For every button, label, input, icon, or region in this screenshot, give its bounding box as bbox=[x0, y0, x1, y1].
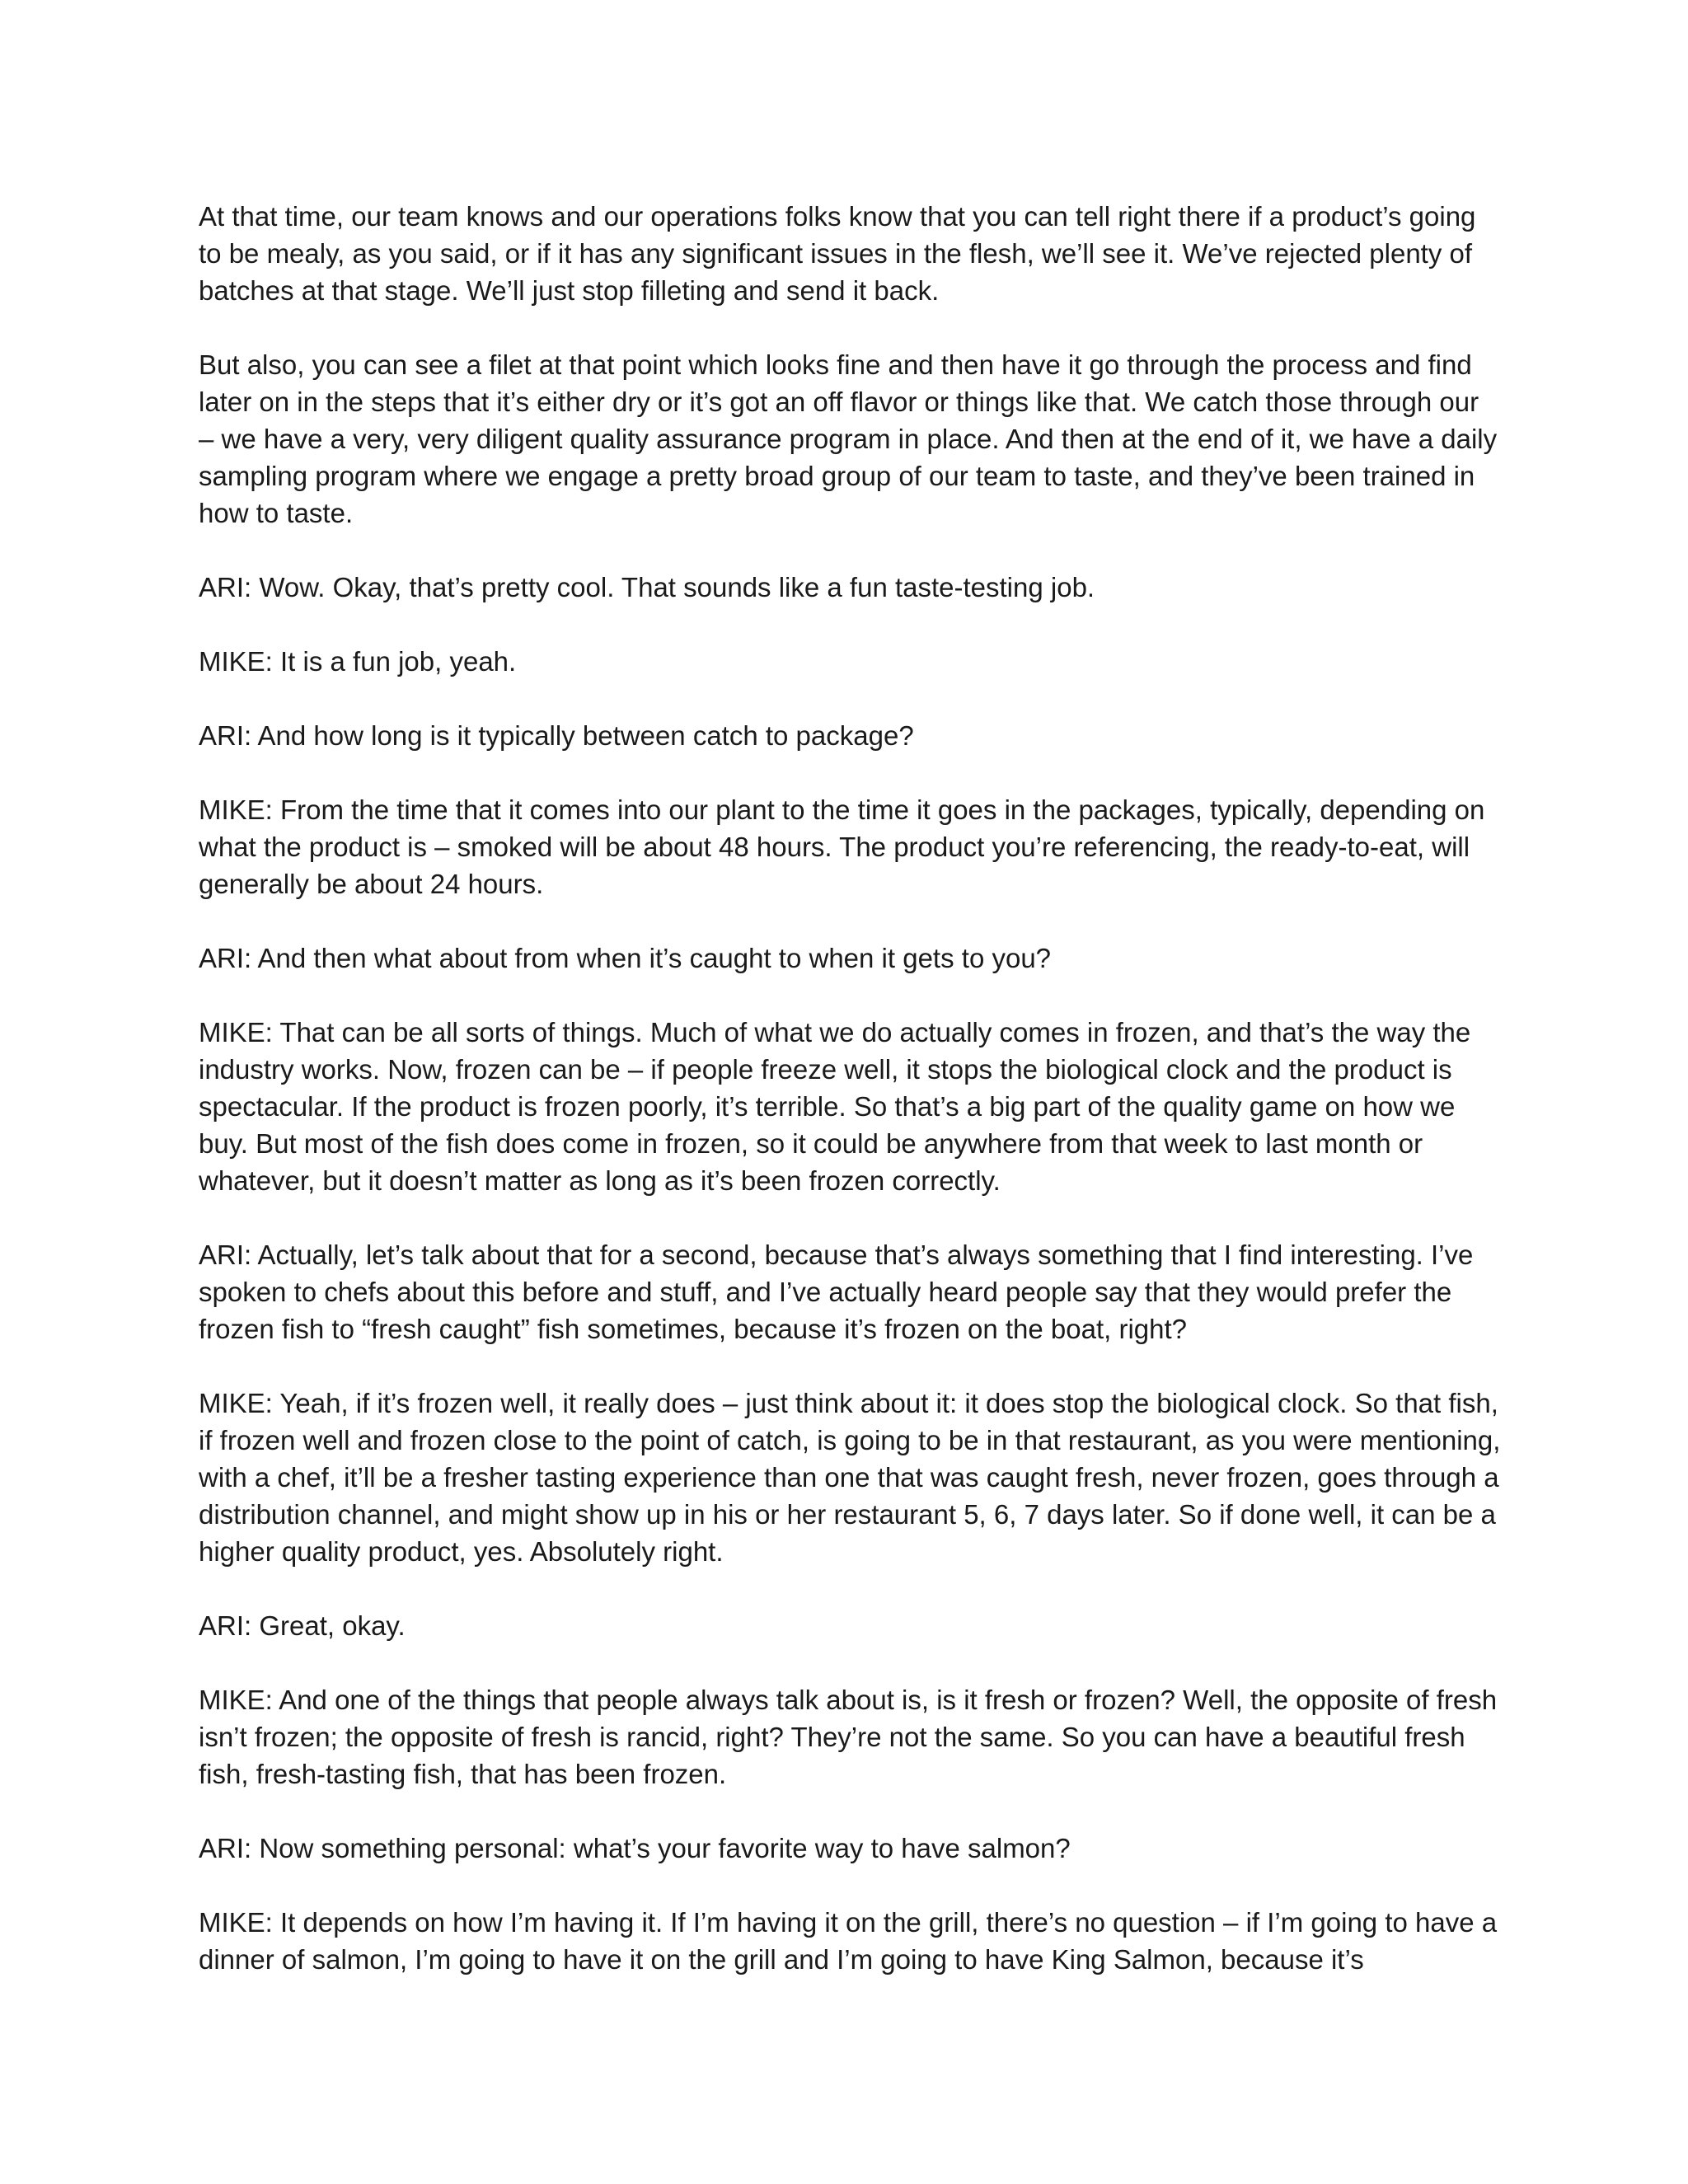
paragraph-quality-assurance: But also, you can see a filet at that point which looks fine and then have it go through the process and find later on in the steps that it’s either dry or it’s got an off flavor or things like that. We catch those through our – we have a very, very diligent quality assurance program in place. And then at the end of it, we have a daily sampling program where we engage a pretty broad group of our team to taste, and they’ve been trained in how to taste. bbox=[199, 349, 1498, 528]
paragraph-ari-great: ARI: Great, okay. bbox=[199, 1610, 406, 1641]
paragraph-ari-taste-testing: ARI: Wow. Okay, that’s pretty cool. That sounds like a fun taste-testing job. bbox=[199, 572, 1095, 602]
paragraph-mike-fresh-or-frozen: MIKE: And one of the things that people always talk about is, is it fresh or frozen? Well, the opposite of fresh isn’t frozen; the opposite of fresh is rancid, right? They’re not the same. So you can have a beautiful fresh fish, fresh-tasting fish, that has been frozen. bbox=[199, 1685, 1498, 1789]
transcript-body bbox=[199, 198, 1501, 1978]
paragraph-mike-grill: MIKE: It depends on how I’m having it. If I’m having it on the grill, there’s no question – if I’m going to have a dinner of salmon, I’m going to have it on the grill and I’m going to have King Salmon, because it’s bbox=[199, 1907, 1498, 1975]
paragraph-mike-biological-clock: MIKE: Yeah, if it’s frozen well, it really does – just think about it: it does stop the biological clock. So that fish, if frozen well and frozen close to the point of catch, is going to be in that restaurant, as you were mentioning, with a chef, it’ll be a fresher tasting experience than one that was caught fresh, never frozen, goes through a distribution channel, and might show up in his or her restaurant 5, 6, 7 days later. So if done well, it can be a higher quality product, yes. Absolutely right. bbox=[199, 1388, 1501, 1567]
paragraph-mike-frozen-industry: MIKE: That can be all sorts of things. Much of what we do actually comes in frozen, and that’s the way the industry works. Now, frozen can be – if people freeze well, it stops the biological clock and the product is spectacular. If the product is frozen poorly, it’s terrible. So that’s a big part of the quality game on how we buy. But most of the fish does come in frozen, so it could be anywhere from that week to last month or whatever, but it doesn’t matter as long as it’s been frozen correctly. bbox=[199, 1017, 1471, 1196]
paragraph-mike-processing-time: MIKE: From the time that it comes into our plant to the time it goes in the packages, typically, depending on what the product is – smoked will be about 48 hours. The product you’re referencing, the ready-to-eat, will generally be about 24 hours. bbox=[199, 794, 1485, 899]
paragraph-quality-check: At that time, our team knows and our operations folks know that you can tell right there if a product’s going to be mealy, as you said, or if it has any significant issues in the flesh, we’ll see it. We’ve rejected plenty of batches at that stage. We’ll just stop filleting and send it back. bbox=[199, 201, 1476, 306]
paragraph-ari-catch-to-package: ARI: And how long is it typically between catch to package? bbox=[199, 720, 914, 751]
paragraph-mike-fun-job: MIKE: It is a fun job, yeah. bbox=[199, 646, 517, 677]
paragraph-ari-caught-to-you: ARI: And then what about from when it’s caught to when it gets to you? bbox=[199, 943, 1052, 973]
paragraph-ari-frozen-vs-fresh: ARI: Actually, let’s talk about that for a second, because that’s always something that I find interesting. I’ve spoken to chefs about this before and stuff, and I’ve actually heard people say that they would prefer the frozen fish to “fresh caught” fish sometimes, because it’s frozen on the boat, right? bbox=[199, 1240, 1474, 1344]
paragraph-ari-favorite-salmon: ARI: Now something personal: what’s your favorite way to have salmon? bbox=[199, 1833, 1071, 1863]
